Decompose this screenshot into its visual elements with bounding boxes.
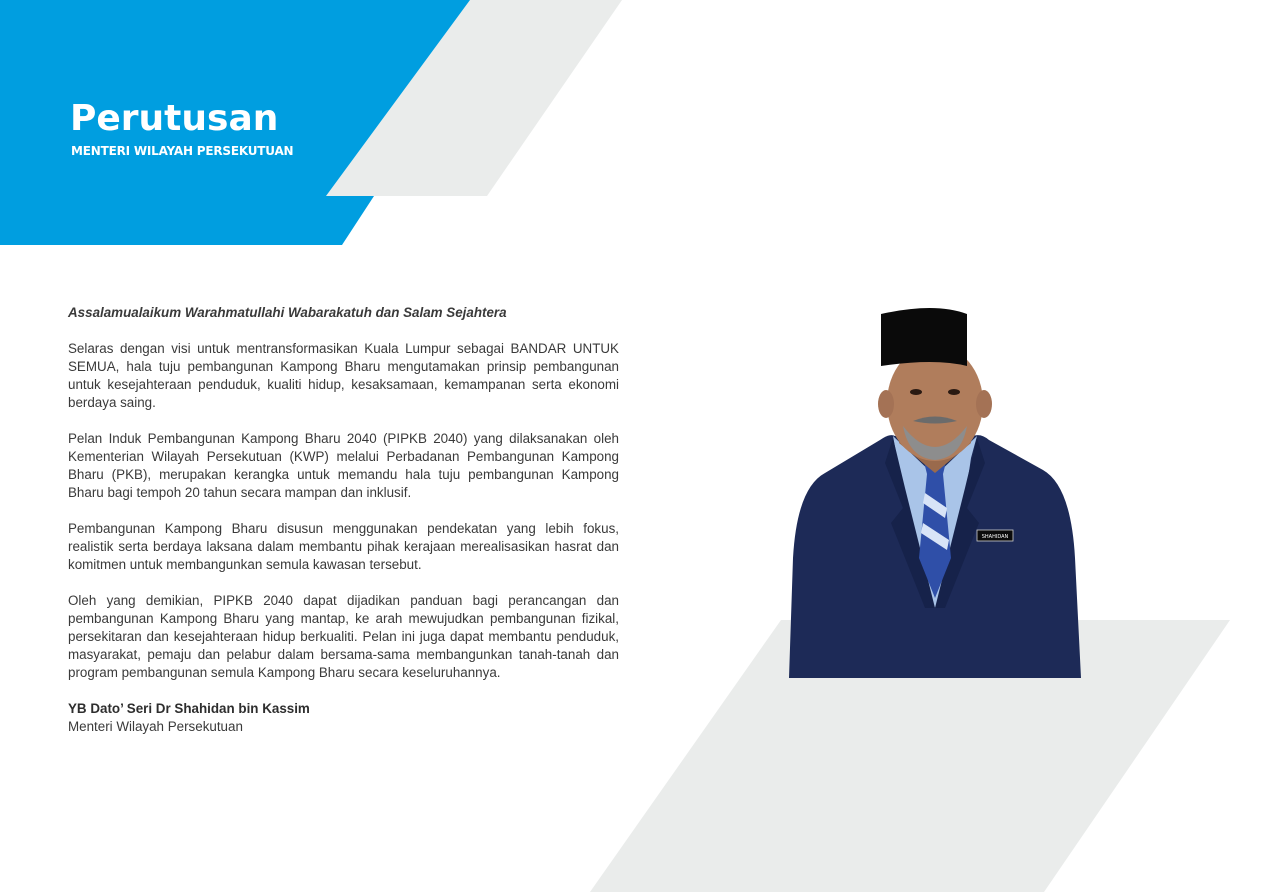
name-tag-text: SHAHIDAN <box>981 534 1009 540</box>
ear-left <box>878 390 894 418</box>
page-subtitle: MENTERI WILAYAH PERSEKUTUAN <box>71 144 294 158</box>
paragraph: Pelan Induk Pembangunan Kampong Bharu 2040 (PIPKB 2040) yang dilaksanakan oleh Kementerian Wilayah Persekutuan (KWP) melalui Perbadanan Pembangunan Kampong Bharu (PKB), merupakan kerangka untuk memandu hala tuju pembangunan Kampong Bharu bagi tempoh 20 tahun secara mampan dan inklusif. <box>68 431 619 500</box>
eye-right <box>948 389 960 395</box>
eye-left <box>910 389 922 395</box>
message-body <box>68 304 619 736</box>
songkok-cap <box>881 308 967 366</box>
signature-title: Menteri Wilayah Persekutuan <box>68 719 243 734</box>
paragraph: Oleh yang demikian, PIPKB 2040 dapat dijadikan panduan bagi perancangan dan pembangunan Kampong Bharu yang mantap, ke arah mewujudkan pembangunan fizikal, persekitaran dan kesejahteraan hidup berkualiti. Pelan ini juga dapat membantu penduduk, masyarakat, pemaju dan pelabur dalam bersama-sama membangunkan tanah-tanah dan program pembangunan semula Kampong Bharu secara keseluruhannya. <box>68 593 619 680</box>
signature-name: YB Dato’ Seri Dr Shahidan bin Kassim <box>68 701 310 716</box>
greeting: Assalamualaikum Warahmatullahi Wabarakatuh dan Salam Sejahtera <box>68 305 507 320</box>
minister-portrait <box>785 308 1083 678</box>
page-title: Perutusan <box>70 98 279 139</box>
ear-right <box>976 390 992 418</box>
paragraph: Selaras dengan visi untuk mentransformasikan Kuala Lumpur sebagai BANDAR UNTUK SEMUA, hala tuju pembangunan Kampong Bharu mengutamakan prinsip pembangunan untuk kesejahteraan penduduk, kualiti hidup, kesaksamaan, kemampanan serta ekonomi berdaya saing. <box>68 341 619 410</box>
paragraph: Pembangunan Kampong Bharu disusun menggunakan pendekatan yang lebih fokus, realistik serta berdaya laksana dalam membantu pihak kerajaan merealisasikan hasrat dan komitmen untuk membangunkan semula kawasan tersebut. <box>68 521 619 572</box>
